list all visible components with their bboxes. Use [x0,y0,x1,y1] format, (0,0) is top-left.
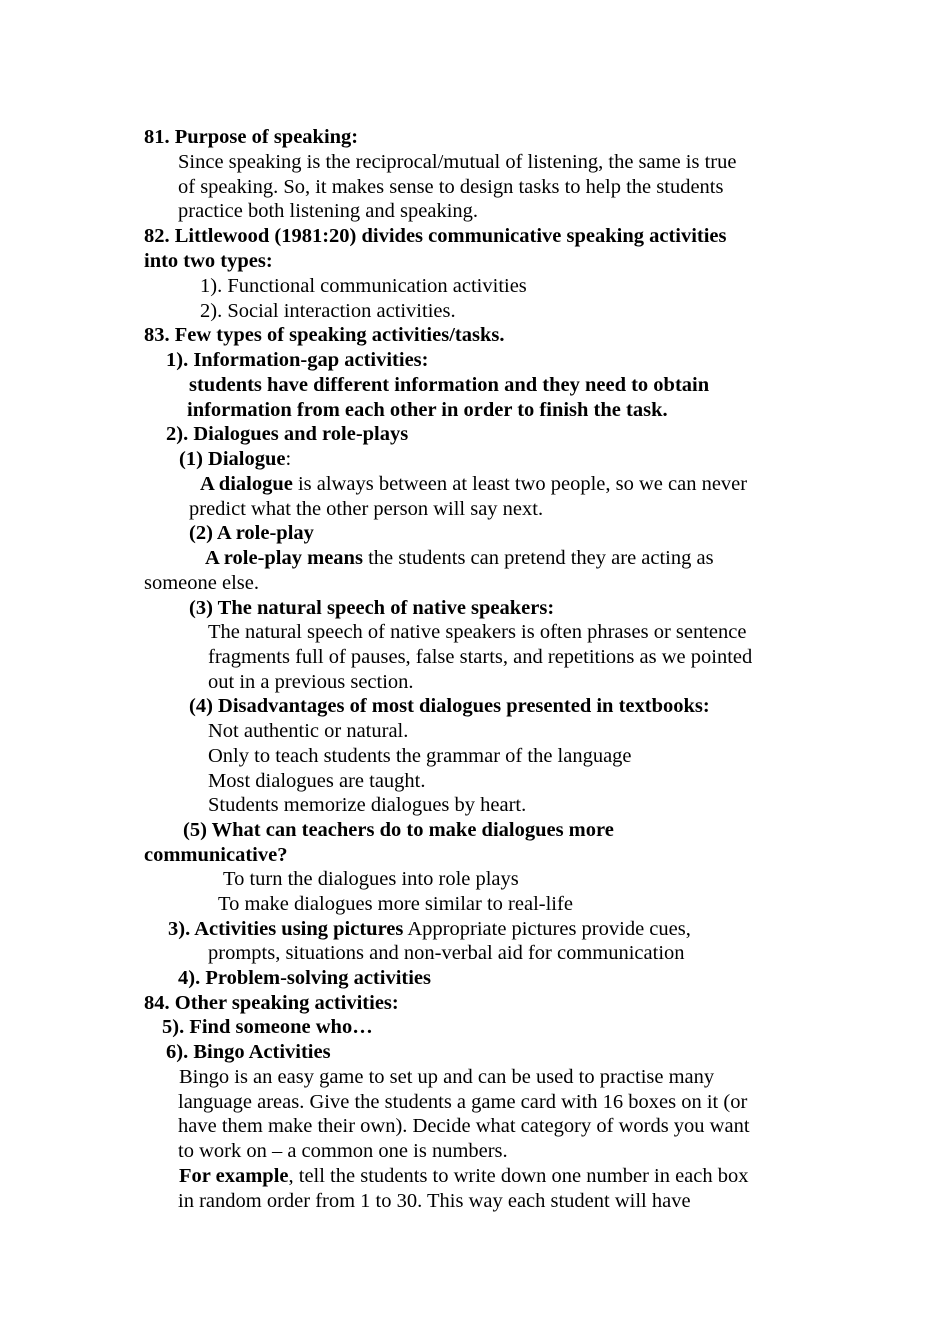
info-gap-body-line: information from each other in order to finish the task. [187,399,668,421]
info-gap-body-line: students have different information and they need to obtain [189,374,710,396]
dialogue-title: (1) Dialogue [179,448,286,470]
problem-solving-title: 4). Problem-solving activities [178,967,431,989]
bingo-example-cont: in random order from 1 to 30. This way each student will have [178,1190,691,1212]
section-82-heading-cont: into two types: [144,250,273,272]
bingo-body-line: have them make their own). Decide what category of words you want [178,1115,750,1137]
bingo-body-line: to work on – a common one is numbers. [178,1140,508,1162]
make-communicative-item: To turn the dialogues into role plays [223,868,519,890]
section-81-body-line: of speaking. So, it makes sense to design tasks to help the students [178,176,724,198]
natural-speech-title: (3) The natural speech of native speakers: [189,597,555,619]
section-83-heading: 83. Few types of speaking activities/tasks. [144,324,505,346]
section-82-heading: 82. Littlewood (1981:20) divides communicative speaking activities [144,225,727,247]
example-term: For example [179,1165,289,1187]
dialogue-subtitle [179,447,291,471]
disadvantage-item: Only to teach students the grammar of the language [208,745,632,767]
pictures-activity [168,917,691,941]
make-communicative-title: (5) What can teachers do to make dialogues more [183,819,614,841]
disadvantages-title: (4) Disadvantages of most dialogues presented in textbooks: [189,695,710,717]
disadvantage-item: Students memorize dialogues by heart. [208,794,527,816]
pictures-description: Appropriate pictures provide cues, [403,918,691,940]
pictures-title: 3). Activities using pictures [168,918,404,940]
section-82-item: 1). Functional communication activities [200,275,527,297]
roleplay-term: A role-play means [205,547,363,569]
disadvantage-item: Not authentic or natural. [208,720,409,742]
natural-speech-line: out in a previous section. [208,671,414,693]
pictures-description-cont: prompts, situations and non-verbal aid for communication [208,942,685,964]
bingo-body-line: language areas. Give the students a game card with 16 boxes on it (or [178,1091,748,1113]
natural-speech-line: The natural speech of native speakers is often phrases or sentence [208,621,747,643]
bingo-title: 6). Bingo Activities [166,1041,331,1063]
make-communicative-item: To make dialogues more similar to real-life [218,893,573,915]
natural-speech-line: fragments full of pauses, false starts, and repetitions as we pointed [208,646,753,668]
roleplay-title: (2) A role-play [189,522,314,544]
bingo-example [179,1164,749,1188]
section-81-body-line: practice both listening and speaking. [178,200,479,222]
info-gap-title: 1). Information-gap activities: [166,349,429,371]
dialogue-colon: : [285,448,292,470]
disadvantage-item: Most dialogues are taught. [208,770,426,792]
section-84-heading: 84. Other speaking activities: [144,992,399,1014]
section-81-body-line: Since speaking is the reciprocal/mutual of listening, the same is true [178,151,737,173]
dialogue-term: A dialogue [200,473,293,495]
dialogues-title: 2). Dialogues and role-plays [166,423,409,445]
roleplay-definition-cont: someone else. [144,572,259,594]
roleplay-definition [205,546,714,570]
example-text: , tell the students to write down one number in each box [288,1165,749,1187]
make-communicative-title-cont: communicative? [144,844,288,866]
dialogue-definition-cont: predict what the other person will say next. [189,498,544,520]
section-82-item: 2). Social interaction activities. [200,300,456,322]
dialogue-definition [200,472,747,496]
roleplay-definition-text: the students can pretend they are acting as [362,547,714,569]
dialogue-definition-text: is always between at least two people, so we can never [292,473,748,495]
section-81-heading: 81. Purpose of speaking: [144,126,359,148]
bingo-body-line: Bingo is an easy game to set up and can be used to practise many [179,1066,715,1088]
find-someone-title: 5). Find someone who… [162,1016,373,1038]
